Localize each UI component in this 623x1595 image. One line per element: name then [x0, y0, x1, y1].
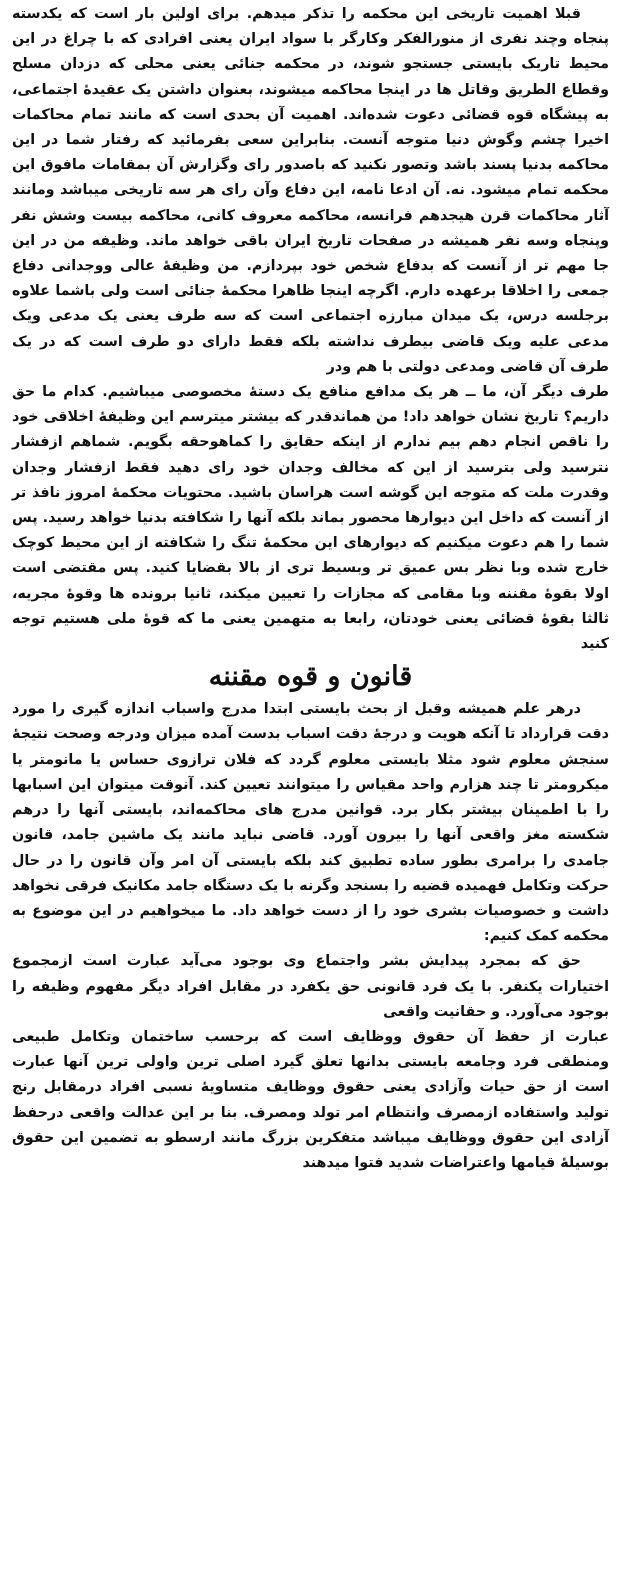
- body-paragraph-4: حق که بمجرد پیدایش بشر واجتماع وی بوجود می‌آید عبارت است ازمجموع اختیارات یکنفر. با یک فرد قانونی حق یکفرد در مقابل افراد دیگر مفهوم وظیفه را بوجود می‌آورد. و حقانیت واقعی: [12, 953, 609, 1020]
- section-heading: قانون و قوه مقننه: [208, 661, 413, 693]
- body-paragraph-5: عبارت از حفظ آن حقوق ووظایف است که برحسب ساختمان وتکامل طبیعی ومنطقی فرد وجامعه بایستی بدانها تعلق گیرد اصلی ترین واولی ترین آنها عبارت است از حق حیات وآزادی یعنی حقوق ووظایف متساویهٔ نسبی افراد درمقابل رنج تولید واستفاده ازمصرف وانتظام امر تولد ومصرف. بنا بر این عدالت واقعی درحفظ آزادی این حقوق ووظایف میباشد متفکرین بزرگ مانند ارسطو به تضمین این حقوق بوسیلهٔ قیامها واعتراضات شدید فتوا میدهند: [12, 1028, 609, 1171]
- body-paragraph-1: قبلا اهمیت تاریخی این محکمه را تذکر میدهم. برای اولین بار است که یکدسته پنجاه وچند نفری از منورالفکر وکارگر با سواد ایران یعنی افرادی که با چراغ در این محیط تاریک بایستی جستجو شوند، در محکمه جنائی یعنی محلی که دزدان مسلح وقطاع الطریق وقاتل ها در اینجا محاکمه میشوند، بعنوان داشتن یک عقیدهٔ اجتماعی، به پیشگاه قوه قضائی دعوت شده‌اند. اهمیت آن بحدی است که مانند تمام محاکمات اخیرا چشم وگوش دنیا متوجه آنست. بنابراین سعی بفرمائید که رفتار شما در این محاکمه بدنیا پسند باشد وتصور نکنید که باصدور رای وگزارش آن بمقامات مافوق این محکمه تمام میشود. نه. آن ادعا نامه، این دفاع وآن رای هر سه تاریخی میباشد ومانند آثار محاکمات قرن هیجدهم فرانسه، محاکمه معروف کانی، محاکمه بیست وشش نفر وپنجاه وسه نفر همیشه در صفحات تاریخ ایران باقی خواهد ماند. وظیفه من در این جا مهم تر از آنست که بدفاع شخص خود بپردازم. من وظیفهٔ عالی ووجدانی دفاع جمعی را اخلاقا برعهده دارم. اگرچه اینجا ظاهرا محکمهٔ جنائی است ولی باشما علاوه برجلسه درس، یک میدان مبارزه اجتماعی است که سه طرف یعنی یک مدعی ویک مدعی علیه ویک قاضی بیطرف نداشته بلکه فقط دارای دو طرف است که در یک طرف آن قاضی ومدعی دولتی با هم ودر: [12, 6, 609, 375]
- body-paragraph-2: طرف دیگر آن، ما ــ هر یک مدافع منافع یک دستهٔ مخصوصی میباشیم. کدام ما حق داریم؟ تاریخ نشان خواهد داد! من هماندقدر که بیشتر میترسم این وظیفهٔ اخلاقی خود را ناقص انجام دهم بیم ندارم از اینکه حقایق را کماهوحقه بگویم. شماهم ازفشار نترسید ولی بترسید از این که مخالف وجدان خود رای دهید فقط ازفشار وجدان وقدرت ملت که متوجه این گوشه است هراسان باشید. محتویات محکمهٔ امروز نافذ تر از آنست که داخل این دیوارها محصور بماند بلکه آنها را شکافته بدنیا خواهد رسید. پس شما را هم دعوت میکنیم که دیوارهای این محکمهٔ تنگ را شکافته از این محیط کوچک خارج شده وبا نظر بس عمیق تر وبسیط تری از بالا بقضایا کنید. پس مقتضی است اولا بقوهٔ مقننه وبا مقامی که مجازات را تعیین میکند، ثانیا برونده ها وقوهٔ مجریه، ثالثا بقوهٔ قضائی یعنی خودتان، رابعا به متهمین یعنی ما که قوهٔ ملی هستیم توجه کنید: [12, 384, 609, 653]
- body-paragraph-3: درهر علم همیشه وقبل از بحث بایستی ابتدا مدرج واسباب اندازه گیری را مورد دقت قرارداد تا آنکه هویت و درجهٔ دقت اسباب بدست آمده میزان ودرجه وصحت نتیجهٔ سنجش معلوم شود مثلا بایستی معلوم گردد که فلان ترازوی حساس یا مانومتر یا میکرومتر تا چند هزارم واحد مقیاس را میتوانند تعیین کند. آنوقت میتوان این اسبابها را با اطمینان بیشتر بکار برد. قوانین مدرج های محاکمه‌اند، بایستی آنها را درهم شکسته مغز واقعی آنها را بیرون آورد. قاضی نباید مانند یک ماشین جامد، قانون جامدی را برامری بطور ساده تطبیق کند بلکه بایستی آن امر وآن قانون را در حال حرکت وتکامل فهمیده قضیه را بسنجد وگرنه با یک دستگاه جامد مکانیک فرقی نخواهد داشت و خصوصیات بشری خود را از دست خواهد داد. ما میخواهیم در این موضوع به محکمه کمک کنیم:: [12, 701, 609, 945]
